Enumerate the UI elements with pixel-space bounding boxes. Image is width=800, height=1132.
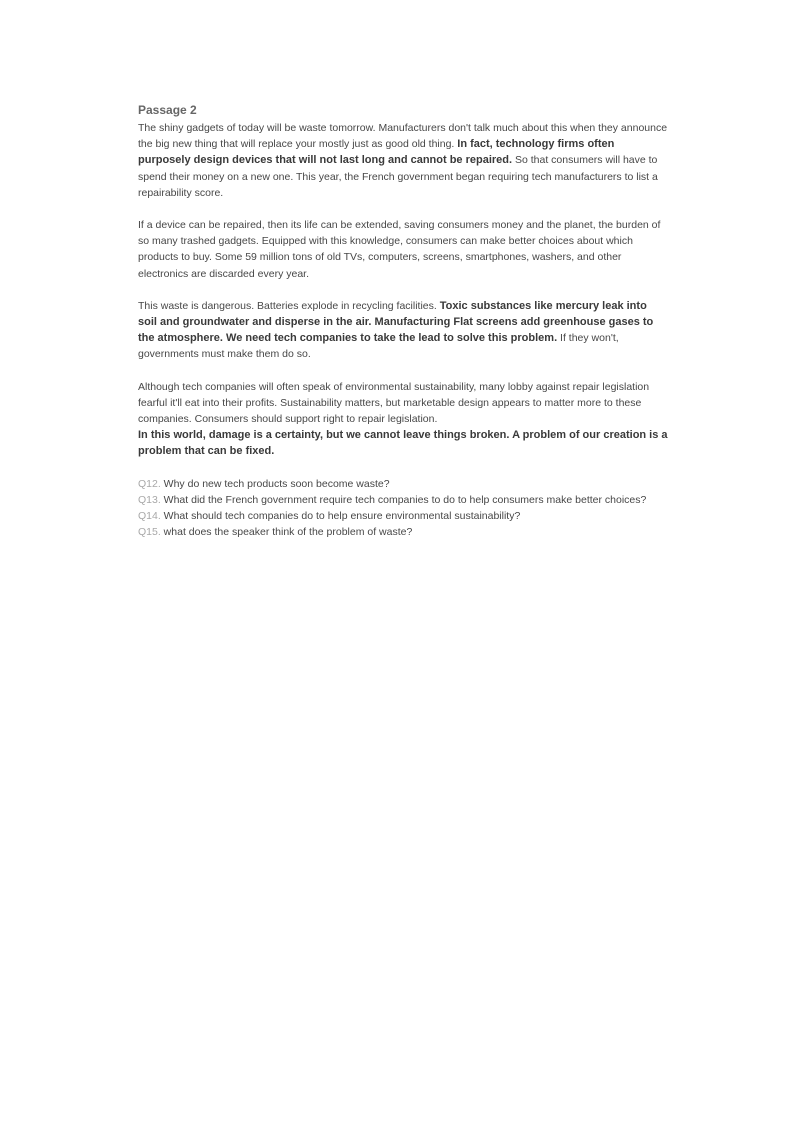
question-number: Q14. xyxy=(138,510,161,523)
question-item xyxy=(138,524,668,540)
paragraph-1-text-a: The shiny gadgets of today will be waste tomorrow. Manufacturers don't talk much about this when they announce the big new thing that will replace your mostly just as good old thing. xyxy=(138,122,668,151)
question-item xyxy=(138,476,668,492)
question-text: What should tech companies do to help ensure environmental sustainability? xyxy=(160,510,521,523)
paragraph-3-text-b: If they won't, governments must make them do so. xyxy=(138,332,619,361)
question-number: Q13. xyxy=(138,493,161,506)
paragraph-1-bold: In fact, technology firms often purposely design devices that will not last long and cannot be repaired. xyxy=(138,138,615,167)
question-item xyxy=(138,508,668,524)
question-text: What did the French government require tech companies to do to help consumers make better choices? xyxy=(160,493,647,506)
paragraph-1 xyxy=(138,120,668,201)
paragraph-1-text-b: So that consumers will have to spend their money on a new one. This year, the French government began requiring tech manufacturers to list a repairability score. xyxy=(138,154,658,199)
question-number: Q15. xyxy=(138,526,161,539)
paragraph-4-text: Although tech companies will often speak of environmental sustainability, many lobby against repair legislation fearful it'll eat into their profits. Sustainability matters, but marketable design appears to matter more to these companies. Consumers should support right to repair legislation. xyxy=(138,380,650,426)
paragraph-4 xyxy=(138,379,668,460)
question-item xyxy=(138,492,668,508)
paragraph-3-bold: Toxic substances like mercury leak into soil and groundwater and disperse in the air. Manufacturing Flat screens add greenhouse gases to the atmosphere. We need tech companies to take the lead to solve this problem. xyxy=(138,299,654,345)
question-text: what does the speaker think of the problem of waste? xyxy=(160,526,413,539)
passage-heading: Passage 2 xyxy=(138,103,197,117)
question-list xyxy=(138,476,668,541)
passage-content xyxy=(138,102,668,540)
paragraph-4-bold: In this world, damage is a certainty, but we cannot leave things broken. A problem of our creation is a problem that can be fixed. xyxy=(138,429,668,458)
paragraph-2: If a device can be repaired, then its life can be extended, saving consumers money and the planet, the burden of so many trashed gadgets. Equipped with this knowledge, consumers can make better choices about which products to buy. Some 59 million tons of old TVs, computers, screens, smartphones, washers, and other electronics are discarded every year. xyxy=(138,219,661,280)
paragraph-3-text-a: This waste is dangerous. Batteries explode in recycling facilities. xyxy=(138,299,440,312)
paragraph-3 xyxy=(138,298,668,363)
question-text: Why do new tech products soon become waste? xyxy=(160,477,390,490)
question-number: Q12. xyxy=(138,477,161,490)
